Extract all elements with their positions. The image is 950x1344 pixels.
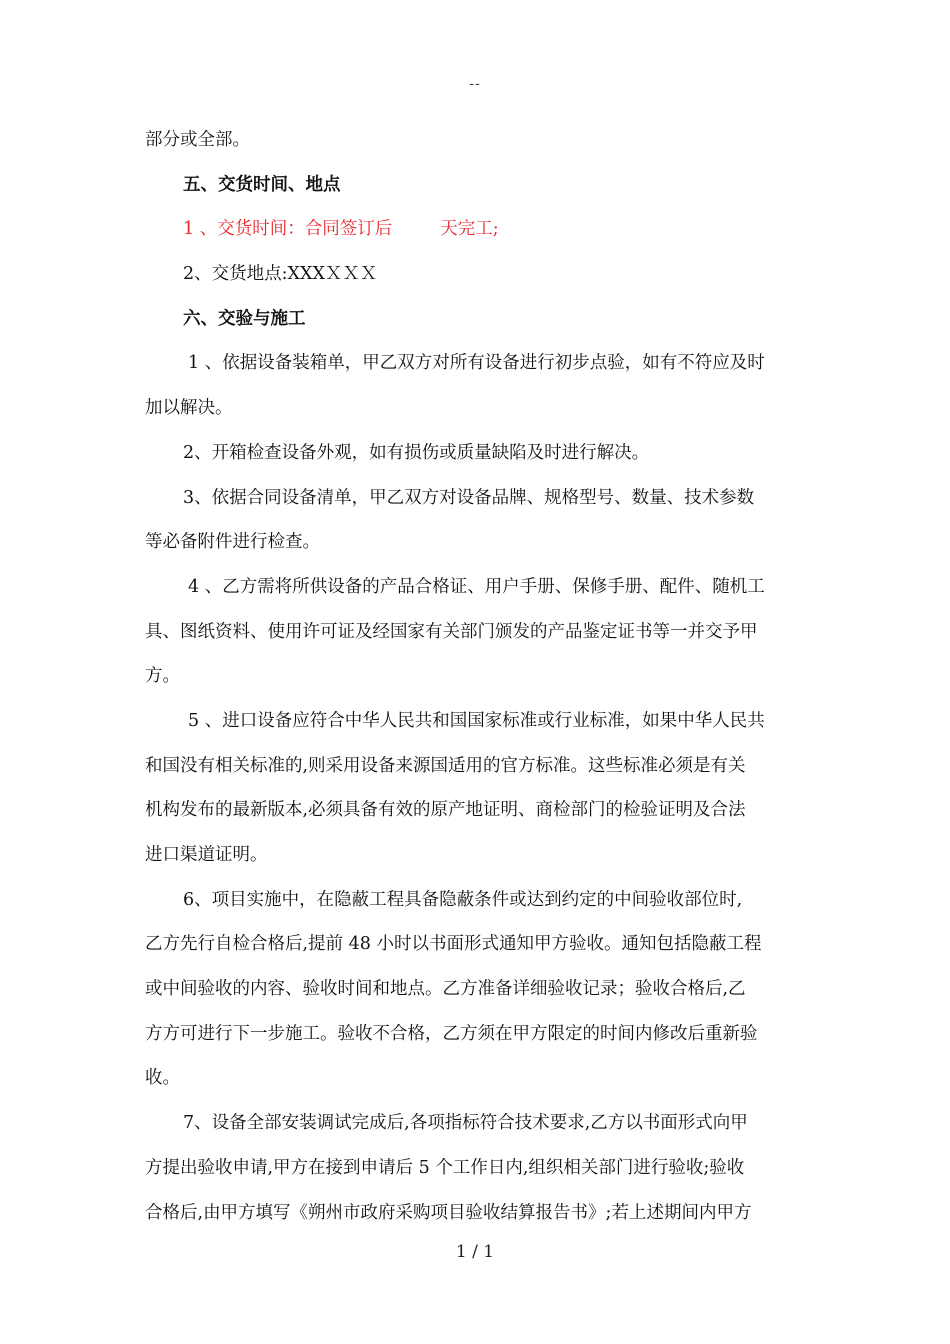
paragraph-line: 加以解决。 <box>145 398 233 419</box>
paragraph-line: 具、图纸资料、使用许可证及经国家有关部门颁发的产品鉴定证书等一并交予甲 <box>145 621 758 642</box>
paragraph-line: 收。 <box>145 1068 180 1089</box>
paragraph-line: 部分或全部。 <box>145 130 250 150</box>
paragraph-line: 合格后,由甲方填写《朔州市政府采购项目验收结算报告书》;若上述期间内甲方 <box>145 1202 752 1223</box>
paragraph-line: 方提出验收申请,甲方在接到申请后 5 个工作日内,组织相关部门进行验收;验收 <box>145 1157 745 1178</box>
delivery-time-suffix: 天完工; <box>440 219 499 240</box>
paragraph-line: 乙方先行自检合格后,提前 48 小时以书面形式通知甲方验收。通知包括隐蔽工程 <box>145 934 762 955</box>
paragraph-line: 等必备附件进行检查。 <box>145 532 320 553</box>
paragraph-line: 进口渠道证明。 <box>145 845 268 865</box>
paragraph-line: 和国没有相关标准的,则采用设备来源国适用的官方标准。这些标准必须是有关 <box>145 755 746 776</box>
paragraph-line: 或中间验收的内容、验收时间和地点。乙方准备详细验收记录；验收合格后,乙 <box>145 979 746 1000</box>
paragraph-line: 1 、依据设备装箱单，甲乙双方对所有设备进行初步点验，如有不符应及时 <box>188 353 765 374</box>
section-heading-delivery: 五、交货时间、地点 <box>183 174 341 195</box>
paragraph-line: 2、开箱检查设备外观，如有损伤或质量缺陷及时进行解决。 <box>183 442 650 463</box>
paragraph-line: 5 、进口设备应符合中华人民共和国国家标准或行业标准，如果中华人民共 <box>188 710 765 731</box>
paragraph-line: 7、设备全部安装调试完成后,各项指标符合技术要求,乙方以书面形式向甲 <box>183 1113 748 1134</box>
document-body <box>145 118 807 1235</box>
paragraph-line: 方。 <box>145 666 180 687</box>
delivery-time-label: 1 、交货时间：合同签订后 <box>183 219 393 240</box>
header-mark: -- <box>469 76 481 92</box>
delivery-place-line: 2、交货地点:XXXＸＸＸ <box>183 264 378 285</box>
paragraph-line: 机构发布的最新版本,必须具备有效的原产地证明、商检部门的检验证明及合法 <box>145 800 746 821</box>
section-heading-inspection: 六、交验与施工 <box>183 308 306 329</box>
delivery-time-line <box>145 207 807 252</box>
paragraph-line: 3、依据合同设备清单，甲乙双方对设备品牌、规格型号、数量、技术参数 <box>183 487 755 508</box>
paragraph-line: 4 、乙方需将所供设备的产品合格证、用户手册、保修手册、配件、随机工 <box>188 576 765 597</box>
page-number: 1 / 1 <box>455 1242 495 1262</box>
paragraph-line: 6、项目实施中，在隐蔽工程具备隐蔽条件或达到约定的中间验收部位时, <box>183 889 743 910</box>
paragraph-line: 方方可进行下一步施工。验收不合格，乙方须在甲方限定的时间内修改后重新验 <box>145 1023 758 1044</box>
